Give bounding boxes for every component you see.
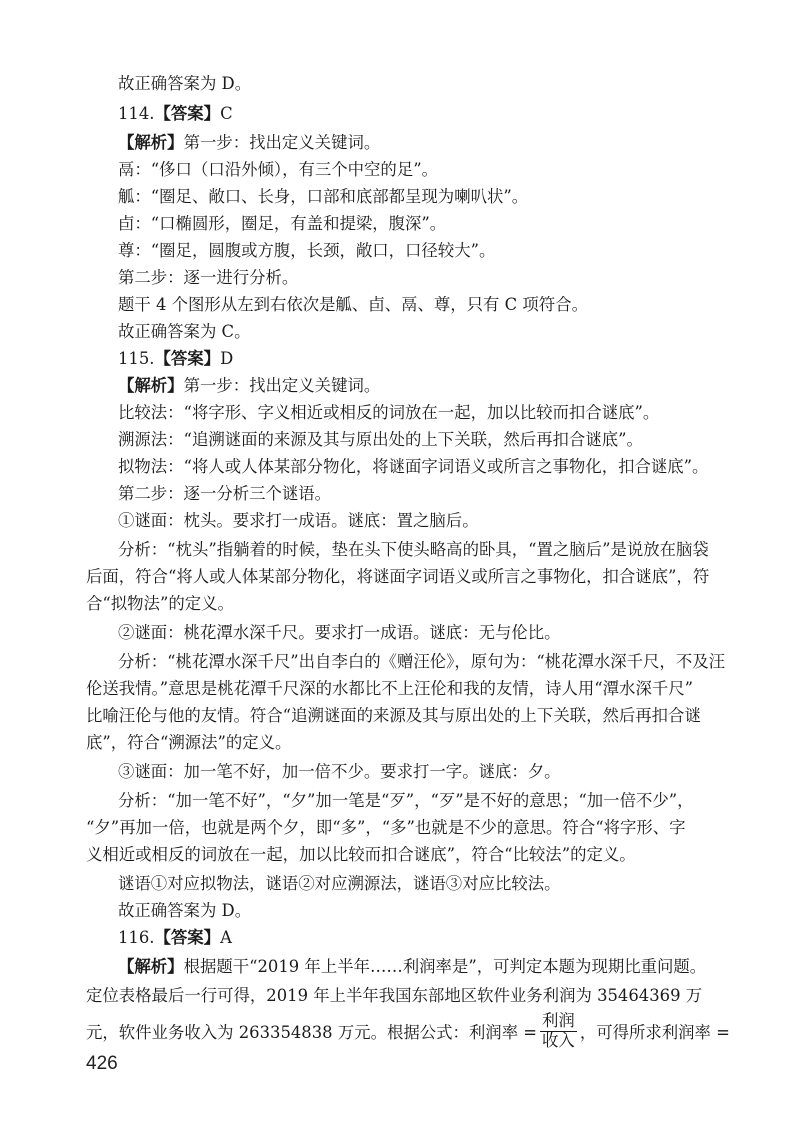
text-line: 比较法：“将字形、字义相近或相反的词放在一起，加以比较而扣合谜底”。 [118, 403, 660, 422]
text-line: 拟物法：“将人或人体某部分物化，将谜面字词语义或所言之事物化，扣合谜底”。 [118, 457, 709, 476]
text-line: 卣：“口椭圆形，圈足，有盖和提梁，腹深”。 [118, 214, 447, 233]
analysis-heading: 【解析】根据题干“2019 年上半年……利润率是”，可判定本题为现期比重问题。 [118, 957, 707, 976]
text-line: 题干 4 个图形从左到右依次是觚、卣、鬲、尊，只有 C 项符合。 [118, 295, 588, 314]
text-line: 尊：“圈足，圆腹或方腹，长颈，敞口，口径较大”。 [118, 241, 496, 260]
text-line: “夕”再加一倍，也就是两个夕，即“多”，“多”也就是不少的意思。符合“将字形、字 [86, 818, 686, 837]
text-line: 故正确答案为 D。 [118, 74, 252, 93]
text-line: 比喻汪伦与他的友情。符合“追溯谜面的来源及其与原出处的上下关联，然后再扣合谜 [86, 706, 701, 725]
text-line: ①谜面：枕头。要求打一成语。谜底：置之脑后。 [118, 511, 479, 530]
answer-heading-115: 115.【答案】D [118, 349, 234, 368]
text-line: 鬲：“侈口（口沿外倾），有三个中空的足”。 [118, 160, 438, 179]
analysis-heading: 【解析】第一步：找出定义关键词。 [118, 133, 381, 152]
text-line: 分析：“桃花潭水深千尺”出自李白的《赠汪伦》，原句为：“桃花潭水深千尺，不及汪 [118, 652, 725, 671]
answer-heading-116: 116.【答案】A [118, 928, 232, 947]
text-line: 谜语①对应拟物法，谜语②对应溯源法，谜语③对应比较法。 [118, 874, 561, 893]
text-line: 分析：“加一笔不好”，“夕”加一笔是“歹”，“歹”是不好的意思；“加一倍不少”， [118, 791, 694, 810]
text-line: 觚：“圈足、敞口、长身，口部和底部都呈现为喇叭状”。 [118, 187, 529, 206]
answer-heading-114: 114.【答案】C [118, 104, 233, 123]
fraction: $\frac{\text{利润}}{\text{收入}}$ [542, 1011, 575, 1050]
text-line: 底”，符合“溯源法”的定义。 [86, 733, 292, 752]
text-line: 定位表格最后一行可得，2019 年上半年我国东部地区软件业务利润为 35464369 万 [86, 986, 703, 1005]
text-line: 故正确答案为 D。 [118, 901, 252, 920]
text-line: 合“拟物法”的定义。 [86, 594, 234, 613]
formula-line: 元，软件业务收入为 263354838 万元。根据公式：利润率 = $\frac{\text{利润}}{\text{收入}}$ ，可得所求利润率 = [86, 1011, 730, 1050]
text-line: 第二步：逐一分析三个谜语。 [118, 484, 332, 503]
text-line: 义相近或相反的词放在一起，加以比较而扣合谜底”，符合“比较法”的定义。 [86, 845, 636, 864]
text-line: 分析：“枕头”指躺着的时候，垫在头下使头略高的卧具，“置之脑后”是说放在脑袋 [118, 540, 709, 559]
text-line: 第二步：逐一进行分析。 [118, 268, 299, 287]
text-line: 溯源法：“追溯谜面的来源及其与原出处的上下关联，然后再扣合谜底”。 [118, 430, 643, 449]
text-line: 后面，符合“将人或人体某部分物化，将谜面字词语义或所言之事物化，扣合谜底”，符 [86, 567, 710, 586]
text-line: 故正确答案为 C。 [118, 322, 251, 341]
page-number: 426 [86, 1053, 118, 1074]
text-line: ②谜面：桃花潭水深千尺。要求打一成语。谜底：无与伦比。 [118, 623, 561, 642]
text-line: ③谜面：加一笔不好，加一倍不少。要求打一字。谜底：夕。 [118, 762, 561, 781]
analysis-heading: 【解析】第一步：找出定义关键词。 [118, 376, 381, 395]
text-line: 伦送我情。”意思是桃花潭千尺深的水都比不上汪伦和我的友情，诗人用“潭水深千尺” [86, 679, 693, 698]
